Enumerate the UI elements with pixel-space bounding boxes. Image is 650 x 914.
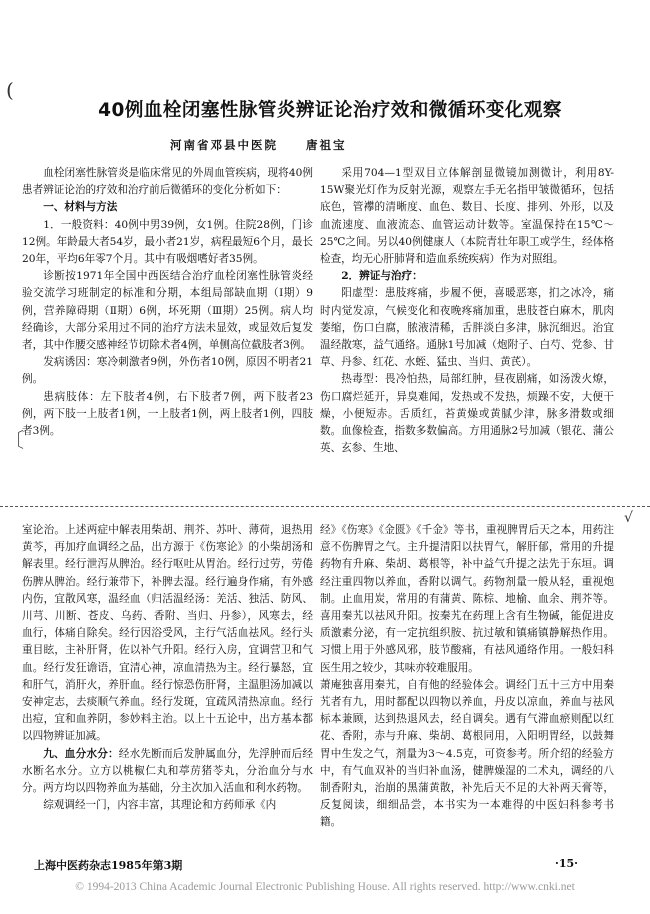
affected-limb-paragraph: 患病肢体：左下肢者4例，右下肢者7例，两下肢者23例，两下肢一上肢者1例，一上肢者1例，两上肢者1例，四肢者3例。 <box>22 390 313 438</box>
diagnosis-paragraph: 诊断按1971年全国中西医结合治疗血栓闭塞性脉管炎经验交流学习班制定的标准和分期，本组局部缺血期（Ⅰ期）9例，营养障碍期（Ⅱ期）6例，坏死期（Ⅲ期）25例。病人均经确诊，大部分采用过不同的治疗方法未显效，或显效后复发者，其中作腰交感神经节切除术者4例，单侧高位截肢者3例。 <box>22 270 313 352</box>
yang-deficiency-paragraph: 阳虚型：患肢疼痛，步履不便，喜暖恶寒，扪之冰冷，痛时内觉发凉，气候变化和夜晚疼痛加重，患肢苍白麻木，肌肉萎缩，伤口白腐，脓液清稀，舌胖淡白多津，脉沉细迟。治宜温经散寒，益气通络。通脉1号加减（炮附子、白芍、党参、甘草、丹参、红花、水蛭、猛虫、当归、黄芪）。 <box>320 287 614 369</box>
author-institution: 河南省邓县中医院 <box>170 138 278 152</box>
qinjiao-paragraph: 萧庵独喜用秦艽，自有他的经验体会。调经门五十三方中用秦艽者有九，用时都配以四物以养血，丹皮以凉血，养血与祛风标本兼顾，达到热退风去，经自调矣。遇有气滞血瘀则配以红花、香附，赤与升麻、柴胡、葛根同用，入阳明胃经，以鼓舞胃中生发之气，剂量为3～4.5克，可资参考。所介绍的经验方中，有气血双补的当归补血汤，健脾燥湿的二术丸，调经的八制香附丸，治崩的黑蒲黄散，补先后天不足的大补两天膏等，反复阅读，细细品尝，本书实为一本难得的中医妇科参考书籍。 <box>320 678 614 829</box>
scan-mark: 〔 <box>4 428 24 452</box>
method-paragraph: 采用704—1型双目立体解剖显微镜加测微计，利用8Y-15W聚光灯作为反射光源，观察左手无名指甲皱微循环，包括底色，管襻的清晰度、血色、数目、长度、排列、外形，以及血流速度、血液流态、血管运动计数等。室温保持在15℃～25℃之间。另以40例健康人（本院青壮年职工或学生，经体格检查，均无心肝肺肾和造血系统疾病）作为对照组。 <box>320 167 614 266</box>
summary-paragraph: 综观调经一门，内容丰富，其理论和方药师承《内 <box>43 799 277 812</box>
general-data-paragraph: 1．一般资料：40例中男39例，女1例。住院28例，门诊12例。年龄最大者54岁，最小者21岁，病程最短6个月，最长20年，平均6年零7个月。其中有吸烟嗜好者35例。 <box>22 218 313 266</box>
scan-mark: ( <box>6 78 14 102</box>
page-number: ·15· <box>555 857 578 870</box>
column-left-bottom <box>22 522 313 852</box>
scan-mark: √ <box>624 510 633 526</box>
menstrual-treatment-paragraph: 室论治。上述两症中解表用柴胡、荆芥、苏叶、薄荷，退热用黄芩，再加疗血调经之品，出方源于《伤寒论》的小柴胡汤和解表里。经行泄泻从脾治。经行呕吐从胃治。经行过劳，劳倦伤脾从脾治。经行兼带下，补脾去湿。经行遍身作痛，有外感内伤，宜散风寒，温经血（归活温经汤：羌活、独活、防风、川芎、川断、苍皮、乌药、香附、当归、丹参），风寒去，经血行，体痛自除矣。经行因浴受风，主行气活血祛风。经行头重目眩，主补肝肾，佐以补气升阳。经行入房，宜调营卫和气血。经行发狂谵语，宜清心神，凉血清热为主。经行暴怒，宜和肝气，消肝火，养肝血。经行惊恐伤肝肾，主温胆汤加减以安神定志，去痰顺气养血。经行发斑，宜疏风清热凉血。经行出痘，宜和血养阴，参妙料主治。以上十五论中，出方基本都以四物辨证加减。 <box>22 524 313 743</box>
author-name: 唐祖宝 <box>306 138 347 152</box>
article-title: 40例血栓闭塞性脉管炎辨证论治疗效和微循环变化观察 <box>98 100 562 121</box>
column-right-bottom <box>320 522 614 852</box>
classics-paragraph: 经》《伤寒》《金匮》《千金》等书，重视脾胃后天之本，用药注意不伤脾胃之气。主升提清阳以扶胃气，解肝郁，常用的升提药物有升麻、柴胡、葛根等，补中益气升提之法先于东垣。调经注重四物以养血，香附以调气。药物剂量一般从轻，重视炮制。止血用炭，常用的有蒲黄、陈棕、地榆、血余、荆芥等。喜用秦艽以祛风升阳。按秦艽在药理上含有生物碱，能促进皮质激素分泌，有一定抗组织胺、抗过敏和镇痛镇静解热作用。习惯上用于外感风邪，肢节酸痛，有祛风通络作用。一般妇科医生用之较少，其味亦较难服用。 <box>320 524 614 674</box>
section-heading-blood-water: 九、血分水分： <box>43 747 119 760</box>
section-heading-treatment: 2．辨证与治疗： <box>341 270 423 283</box>
blood-water-paragraph: 九、血分水分：经水先断而后发肿属血分，先浮肿而后经水断名水分。立方以桃椒仁丸和葶苈猪苓丸，分治血分与水分。两方均以四物养血为基础，分主次加入活血和利水药物。 <box>22 747 313 795</box>
onset-cause-paragraph: 发病诱因：寒冷刺激者9例，外伤者10例，原因不明者21例。 <box>22 356 313 386</box>
copyright-notice: © 1994-2013 China Academic Journal Electronic Publishing House. All rights reserved. http://www.cnki.net <box>75 881 575 893</box>
intro-paragraph: 血栓闭塞性脉管炎是临床常见的外周血管疾病，现将40例患者辨证论治的疗效和治疗前后微循环的变化分析如下： <box>22 167 313 197</box>
journal-footer: 上海中医药杂志1985年第3期 <box>34 859 183 872</box>
column-left-top <box>22 165 313 455</box>
heat-toxin-paragraph: 热毒型：畏冷怕热，局部红肿，昼夜剧痛，如汤泼火燎，伤口腐烂延开，异臭难闻，发热或不发热，烦躁不安，大便干燥，小便短赤。舌质红，苔黄燥或黄腻少津，脉多滑数或细数。血像检查，指数多数偏高。方用通脉2号加减（银花、蒲公英、玄参、生地、 <box>320 373 614 455</box>
page-splice-divider <box>0 506 650 507</box>
author-line <box>170 137 470 153</box>
section-heading-materials: 一、材料与方法 <box>43 201 118 214</box>
column-right-top <box>320 165 614 525</box>
